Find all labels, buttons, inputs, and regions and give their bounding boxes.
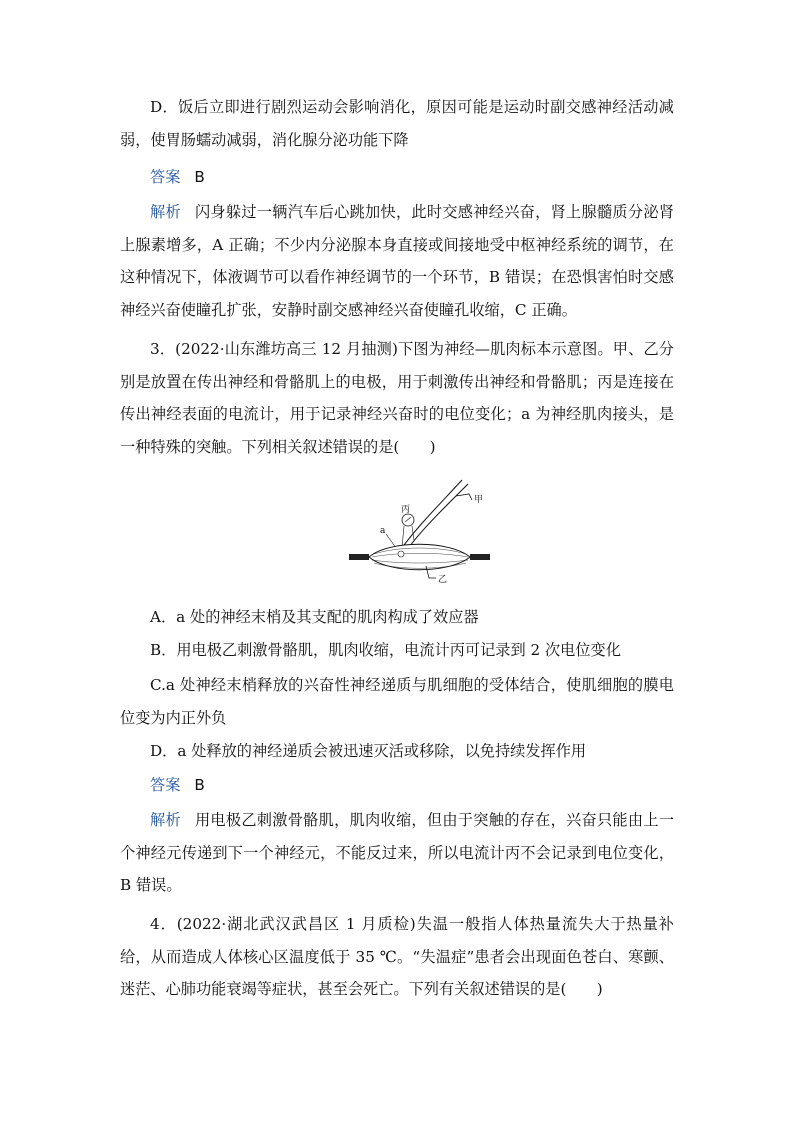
- q3-option-b: B．用电极乙刺激骨骼肌，肌肉收缩，电流计丙可记录到 2 次电位变化: [150, 641, 621, 659]
- q3-answer-line: [120, 769, 674, 802]
- q3-analysis: [120, 804, 674, 902]
- answer-label: 答案: [150, 776, 181, 794]
- q2-answer-line: [120, 161, 674, 194]
- analysis-label: 解析: [150, 203, 181, 221]
- q3-stem: 3．(2022·山东潍坊高三 12 月抽测)下图为神经—肌肉标本示意图。甲、乙分别是放置在传出神经和骨骼肌上的电极，用于刺激传出神经和骨骼肌；丙是连接在传出神经表面的电流计，用于记录神经兴奋时的电位变化；a 为神经肌肉接头，是一种特殊的突触。下列相关叙述错误的是( ): [120, 340, 674, 456]
- label-jia: 甲: [474, 495, 484, 505]
- q3-option-a: A．a 处的神经末梢及其支配的肌肉构成了效应器: [150, 608, 479, 626]
- q2-analysis-text: 闪身躲过一辆汽车后心跳加快，此时交感神经兴奋，肾上腺髓质分泌肾上腺素增多，A 正确；不少内分泌腺本身直接或间接地受中枢神经系统的调节，在这种情况下，体液调节可以看作神经调节的一个环节，B 错误；在恐惧害怕时交感神经兴奋使瞳孔扩张，安静时副交感神经兴奋使瞳孔收缩，C 正确。: [120, 203, 675, 319]
- option-d-previous: D．饭后立即进行剧烈运动会影响消化，原因可能是运动时副交感神经活动减弱，使胃肠蠕动减弱，消化腺分泌功能下降: [120, 98, 674, 149]
- q4-stem: 4．(2022·湖北武汉武昌区 1 月质检)失温一般指人体热量流失大于热量补给，从而造成人体核心区温度低于 35 ℃。“失温症”患者会出现面色苍白、寒颤、迷茫、心肺功能衰竭等症状，甚至会死亡。下列有关叙述错误的是( ): [120, 915, 674, 998]
- label-yi: 乙: [438, 575, 448, 585]
- q2-answer: B: [194, 168, 205, 186]
- q3-option-d: D．a 处释放的神经递质会被迅速灭活或移除，以免持续发挥作用: [150, 742, 587, 760]
- q3-analysis-text: 用电极乙刺激骨骼肌，肌肉收缩，但由于突触的存在，兴奋只能由上一个神经元传递到下一个神经元，不能反过来，所以电流计丙不会记录到电位变化，B 错误。: [120, 811, 675, 894]
- label-a: a: [380, 526, 386, 536]
- nerve-muscle-diagram: [344, 470, 494, 590]
- q3-option-c: C.a 处神经末梢释放的兴奋性神经递质与肌细胞的受体结合，使肌细胞的膜电位变为内正外负: [120, 676, 674, 727]
- q2-analysis: [120, 196, 674, 326]
- label-bing: 丙: [401, 505, 411, 515]
- analysis-label: 解析: [150, 811, 181, 829]
- answer-label: 答案: [150, 168, 181, 186]
- q3-answer: B: [194, 776, 205, 794]
